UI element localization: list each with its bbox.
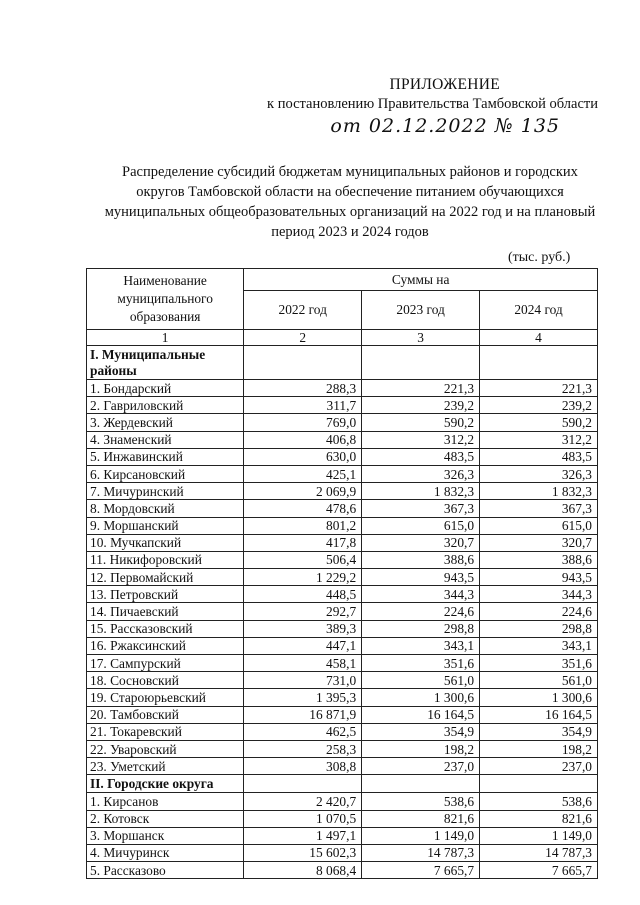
row-name: 8. Мордовский	[87, 500, 244, 517]
table-row	[87, 483, 598, 500]
row-value: 16 164,5	[362, 706, 480, 723]
row-value: 769,0	[244, 414, 362, 431]
row-value: 483,5	[362, 448, 480, 465]
row-name: 23. Уметский	[87, 758, 244, 775]
row-name: 11. Никифоровский	[87, 551, 244, 568]
table-row	[87, 689, 598, 706]
row-value: 458,1	[244, 655, 362, 672]
row-name: 12. Первомайский	[87, 569, 244, 586]
row-value: 221,3	[362, 380, 480, 397]
row-value: 367,3	[480, 500, 598, 517]
table-body	[87, 346, 598, 879]
table-row	[87, 534, 598, 551]
row-value: 561,0	[480, 672, 598, 689]
row-value: 425,1	[244, 465, 362, 482]
row-value: 506,4	[244, 551, 362, 568]
row-value: 15 602,3	[244, 844, 362, 861]
row-name: 1. Бондарский	[87, 380, 244, 397]
row-value: 224,6	[362, 603, 480, 620]
row-value: 630,0	[244, 448, 362, 465]
row-value: 821,6	[362, 810, 480, 827]
table-row	[87, 844, 598, 861]
row-value: 1 832,3	[362, 483, 480, 500]
row-name: 16. Ржаксинский	[87, 637, 244, 654]
row-value: 298,8	[480, 620, 598, 637]
row-value: 344,3	[362, 586, 480, 603]
units-label: (тыс. руб.)	[508, 250, 571, 265]
row-value: 1 497,1	[244, 827, 362, 844]
table-row	[87, 448, 598, 465]
row-value: 389,3	[244, 620, 362, 637]
row-value: 821,6	[480, 810, 598, 827]
table-row	[87, 569, 598, 586]
row-value: 1 149,0	[480, 827, 598, 844]
row-value: 483,5	[480, 448, 598, 465]
row-name: 6. Кирсановский	[87, 465, 244, 482]
row-name: 13. Петровский	[87, 586, 244, 603]
row-value: 388,6	[480, 551, 598, 568]
table-row	[87, 672, 598, 689]
row-value: 538,6	[362, 793, 480, 810]
table-row	[87, 740, 598, 757]
row-value: 326,3	[480, 465, 598, 482]
table-row	[87, 655, 598, 672]
row-value: 731,0	[244, 672, 362, 689]
table-row	[87, 637, 598, 654]
row-value: 561,0	[362, 672, 480, 689]
row-value: 615,0	[362, 517, 480, 534]
col-header-year-2023: 2023 год	[362, 291, 480, 330]
appendix-title: ПРИЛОЖЕНИЕ	[389, 76, 500, 93]
row-value: 224,6	[480, 603, 598, 620]
row-name: 9. Моршанский	[87, 517, 244, 534]
row-value: 221,3	[480, 380, 598, 397]
row-value: 298,8	[362, 620, 480, 637]
row-value: 320,7	[480, 534, 598, 551]
row-value: 447,1	[244, 637, 362, 654]
row-value: 311,7	[244, 397, 362, 414]
row-name: 5. Рассказово	[87, 862, 244, 879]
row-value: 14 787,3	[480, 844, 598, 861]
row-name: 17. Сампурский	[87, 655, 244, 672]
row-name: 10. Мучкапский	[87, 534, 244, 551]
row-value: 448,5	[244, 586, 362, 603]
col-header-name: Наименование муниципального образования	[87, 269, 244, 330]
row-value: 1 300,6	[480, 689, 598, 706]
row-value: 1 300,6	[362, 689, 480, 706]
document-heading: Распределение субсидий бюджетам муниципальных районов и городских округов Тамбовской области на обеспечение питанием обучающихся муниципальных общеобразовательных организаций на 2022 год и на плановый период 2023 и 2024 годов	[104, 164, 596, 240]
row-value: 14 787,3	[362, 844, 480, 861]
row-value: 388,6	[362, 551, 480, 568]
row-value: 320,7	[362, 534, 480, 551]
table-row	[87, 706, 598, 723]
row-value: 615,0	[480, 517, 598, 534]
row-value: 417,8	[244, 534, 362, 551]
row-name: 2. Котовск	[87, 810, 244, 827]
table-row	[87, 723, 598, 740]
row-value: 258,3	[244, 740, 362, 757]
row-value: 237,0	[362, 758, 480, 775]
row-value: 237,0	[480, 758, 598, 775]
row-value: 590,2	[362, 414, 480, 431]
row-name: 21. Токаревский	[87, 723, 244, 740]
appendix-block	[250, 76, 610, 137]
row-value: 1 149,0	[362, 827, 480, 844]
row-name: 4. Знаменский	[87, 431, 244, 448]
appendix-subtitle: к постановлению Правительства Тамбовской области	[267, 96, 598, 112]
section-heading-districts: I. Муниципальные районы	[87, 346, 244, 380]
col-number: 3	[362, 330, 480, 346]
table-row	[87, 380, 598, 397]
row-value: 292,7	[244, 603, 362, 620]
row-name: 22. Уваровский	[87, 740, 244, 757]
table-row	[87, 862, 598, 879]
subsidy-table	[86, 268, 598, 879]
row-value: 7 665,7	[480, 862, 598, 879]
row-value: 367,3	[362, 500, 480, 517]
row-value: 801,2	[244, 517, 362, 534]
row-value: 1 229,2	[244, 569, 362, 586]
row-value: 239,2	[480, 397, 598, 414]
col-number: 1	[87, 330, 244, 346]
row-value: 343,1	[480, 637, 598, 654]
table-row	[87, 603, 598, 620]
row-value: 351,6	[480, 655, 598, 672]
row-value: 590,2	[480, 414, 598, 431]
table-row	[87, 500, 598, 517]
row-value: 462,5	[244, 723, 362, 740]
row-value: 354,9	[480, 723, 598, 740]
row-name: 1. Кирсанов	[87, 793, 244, 810]
row-value: 308,8	[244, 758, 362, 775]
col-header-year-2024: 2024 год	[480, 291, 598, 330]
table-row	[87, 827, 598, 844]
row-name: 4. Мичуринск	[87, 844, 244, 861]
row-value: 312,2	[480, 431, 598, 448]
table-row	[87, 397, 598, 414]
row-value: 312,2	[362, 431, 480, 448]
col-header-year-2022: 2022 год	[244, 291, 362, 330]
row-value: 2 420,7	[244, 793, 362, 810]
row-value: 343,1	[362, 637, 480, 654]
row-name: 7. Мичуринский	[87, 483, 244, 500]
row-value: 943,5	[362, 569, 480, 586]
row-name: 14. Пичаевский	[87, 603, 244, 620]
table-row	[87, 620, 598, 637]
row-value: 2 069,9	[244, 483, 362, 500]
row-name: 3. Моршанск	[87, 827, 244, 844]
table-row	[87, 793, 598, 810]
row-name: 18. Сосновский	[87, 672, 244, 689]
row-value: 288,3	[244, 380, 362, 397]
table-row	[87, 551, 598, 568]
row-value: 326,3	[362, 465, 480, 482]
row-value: 1 832,3	[480, 483, 598, 500]
row-name: 2. Гавриловский	[87, 397, 244, 414]
row-value: 344,3	[480, 586, 598, 603]
row-name: 20. Тамбовский	[87, 706, 244, 723]
row-value: 8 068,4	[244, 862, 362, 879]
table-row	[87, 758, 598, 775]
row-value: 354,9	[362, 723, 480, 740]
row-value: 943,5	[480, 569, 598, 586]
handwritten-date-number: от 02.12.2022 № 135	[330, 115, 560, 137]
table-row	[87, 810, 598, 827]
row-value: 7 665,7	[362, 862, 480, 879]
row-value: 478,6	[244, 500, 362, 517]
row-name: 3. Жердевский	[87, 414, 244, 431]
col-number: 2	[244, 330, 362, 346]
col-header-sums: Суммы на	[244, 269, 598, 291]
table-row	[87, 586, 598, 603]
row-value: 406,8	[244, 431, 362, 448]
row-value: 538,6	[480, 793, 598, 810]
row-value: 1 070,5	[244, 810, 362, 827]
table-row	[87, 465, 598, 482]
row-value: 16 871,9	[244, 706, 362, 723]
row-name: 5. Инжавинский	[87, 448, 244, 465]
row-value: 198,2	[480, 740, 598, 757]
row-value: 1 395,3	[244, 689, 362, 706]
row-name: 15. Рассказовский	[87, 620, 244, 637]
section-heading-cities: II. Городские округа	[87, 775, 244, 793]
row-value: 351,6	[362, 655, 480, 672]
table-row	[87, 414, 598, 431]
row-name: 19. Староюрьевский	[87, 689, 244, 706]
row-value: 198,2	[362, 740, 480, 757]
row-value: 16 164,5	[480, 706, 598, 723]
table-row	[87, 517, 598, 534]
col-number: 4	[480, 330, 598, 346]
table-row	[87, 431, 598, 448]
row-value: 239,2	[362, 397, 480, 414]
